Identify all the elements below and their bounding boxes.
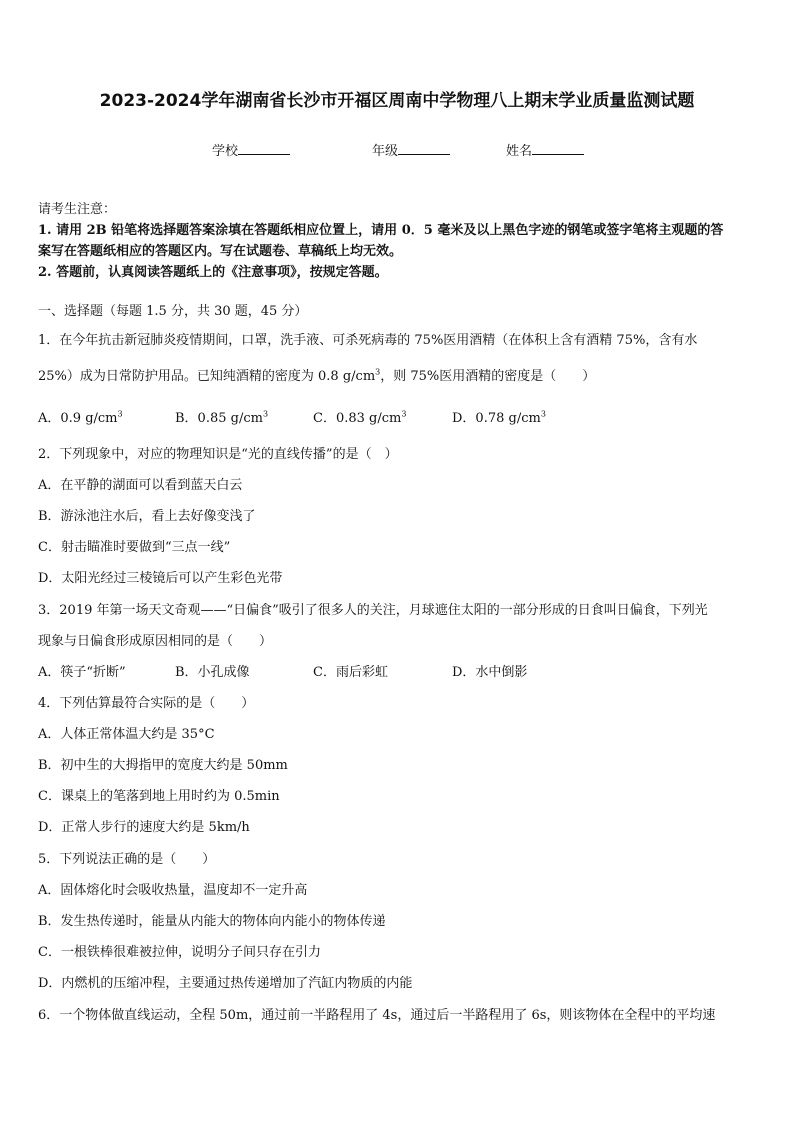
question-2-option-b[interactable]: B．游泳池注水后，看上去好像变浅了 bbox=[38, 509, 256, 524]
question-4-option-d[interactable]: D．正常人步行的速度大约是 5km/h bbox=[38, 820, 250, 835]
name-label: 姓名 bbox=[506, 144, 533, 159]
question-3-option-a[interactable]: A．筷子“折断” bbox=[38, 665, 126, 680]
question-4-option-c[interactable]: C．课桌上的笔落到地上用时约为 0.5min bbox=[38, 789, 280, 804]
question-5-option-b[interactable]: B．发生热传递时，能量从内能大的物体向内能小的物体传递 bbox=[38, 914, 386, 929]
question-5-option-c[interactable]: C．一根铁棒很难被拉伸，说明分子间只存在引力 bbox=[38, 945, 321, 960]
notice-heading: 请考生注意： bbox=[38, 202, 117, 217]
question-1-option-b[interactable]: B．0.85 $g/cm^3$ bbox=[175, 409, 269, 426]
question-4-option-b[interactable]: B．初中生的大拇指甲的宽度大约是 50mm bbox=[38, 758, 288, 773]
question-1-line-2 bbox=[38, 367, 760, 387]
grade-label: 年级 bbox=[372, 144, 399, 159]
school-field bbox=[212, 140, 290, 159]
question-5-option-a[interactable]: A．固体熔化时会吸收热量，温度却不一定升高 bbox=[38, 883, 308, 898]
question-4-stem: 4．下列估算最符合实际的是（ ） bbox=[38, 696, 255, 711]
question-2-stem: 2．下列现象中，对应的物理知识是“光的直线传播”的是（ ） bbox=[38, 447, 398, 462]
grade-blank bbox=[398, 141, 450, 155]
question-2-option-a[interactable]: A．在平静的湖面可以看到蓝天白云 bbox=[38, 478, 243, 493]
question-5-stem: 5．下列说法正确的是（ ） bbox=[38, 852, 216, 867]
question-1-option-c[interactable]: C．0.83 $g/cm^3$ bbox=[313, 409, 407, 426]
student-info-row bbox=[0, 140, 794, 160]
notice-item-1-line-2: 案写在答题纸相应的答题区内。写在试题卷、草稿纸上均无效。 bbox=[38, 244, 403, 259]
question-1-superscript: 3 bbox=[375, 367, 381, 377]
question-3-option-b[interactable]: B．小孔成像 bbox=[175, 665, 250, 680]
question-3-line-1: 3．2019 年第一场天文奇观——“日偏食”吸引了很多人的关注，月球遮住太阳的一部分形成的日食叫日偏食，下列光 bbox=[38, 603, 708, 618]
question-1-line-2-tail: ，则 75%医用酒精的密度是（ ） bbox=[380, 369, 596, 384]
notice-item-2: 2. 答题前，认真阅读答题纸上的《注意事项》，按规定答题。 bbox=[38, 265, 388, 280]
school-blank bbox=[238, 141, 290, 155]
name-field bbox=[506, 140, 584, 159]
question-3-option-c[interactable]: C．雨后彩虹 bbox=[313, 665, 388, 680]
question-6-line-1: 6．一个物体做直线运动，全程 50m，通过前一半路程用了 4s，通过后一半路程用了 6s，则该物体在全程中的平均速 bbox=[38, 1008, 716, 1023]
page-title: 2023-2024学年湖南省长沙市开福区周南中学物理八上期末学业质量监测试题 bbox=[99, 91, 695, 111]
section-heading: 一、选择题（每题 1.5 分，共 30 题，45 分） bbox=[38, 304, 308, 319]
question-2-option-d[interactable]: D．太阳光经过三棱镜后可以产生彩色光带 bbox=[38, 571, 283, 586]
question-1-option-a[interactable]: A．0.9 $g/cm^3$ bbox=[38, 409, 123, 426]
question-3-option-d[interactable]: D．水中倒影 bbox=[452, 665, 528, 680]
question-1-line-1: 1．在今年抗击新冠肺炎疫情期间，口罩，洗手液、可杀死病毒的 75%医用酒精（在体积上含有酒精 75%，含有水 bbox=[38, 333, 698, 348]
school-label: 学校 bbox=[212, 144, 239, 159]
question-1-line-2-text: 25%）成为日常防护用品。已知纯酒精的密度为 0.8 g/cm bbox=[38, 369, 376, 384]
question-5-option-d[interactable]: D．内燃机的压缩冲程，主要通过热传递增加了汽缸内物质的内能 bbox=[38, 976, 413, 991]
grade-field bbox=[372, 140, 450, 159]
question-4-option-a[interactable]: A．人体正常体温大约是 35°C bbox=[38, 727, 215, 742]
question-1-option-d[interactable]: D．0.78 $g/cm^3$ bbox=[452, 409, 546, 426]
question-2-option-c[interactable]: C．射击瞄准时要做到“三点一线” bbox=[38, 540, 231, 555]
question-3-line-2: 现象与日偏食形成原因相同的是（ ） bbox=[38, 634, 273, 649]
notice-item-1-line-1: 1. 请用 2B 铅笔将选择题答案涂填在答题纸相应位置上，请用 0．5 毫米及以上黑色字迹的钢笔或签字笔将主观题的答 bbox=[38, 223, 724, 238]
name-blank bbox=[532, 141, 584, 155]
